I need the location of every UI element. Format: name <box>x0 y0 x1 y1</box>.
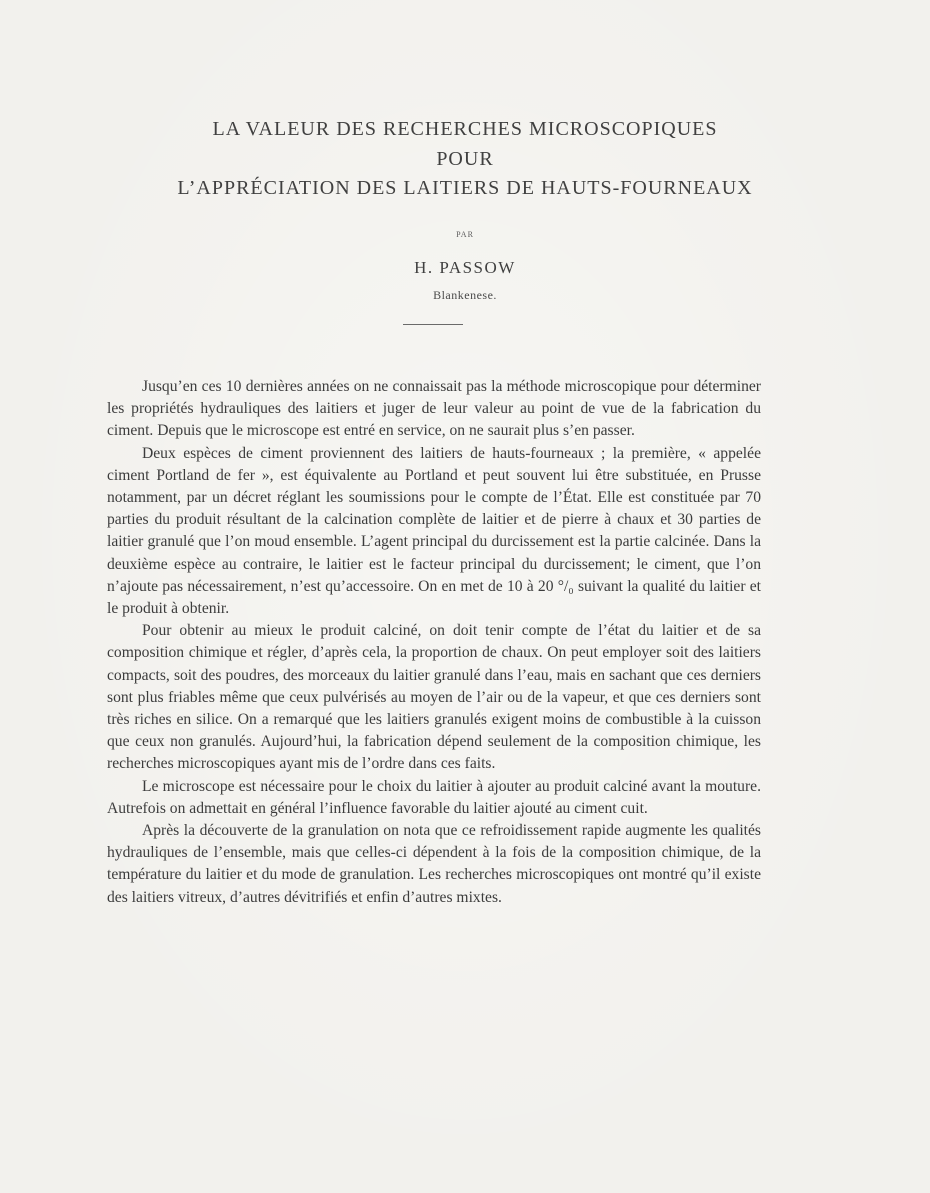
separator-rule <box>403 324 463 325</box>
paragraph-5: Après la découverte de la granulation on nota que ce refroidissement rapide augmente les qualités hydrauliques de l’ensemble, mais que celles-ci dépendent à la fois de la composition chimique, de la température du laitier et du mode de granulation. Les recherches microscopiques ont montré qu’il existe des laitiers vitreux, d’autres dévitrifiés et enfin d’autres mixtes. <box>107 822 761 906</box>
paragraph-4: Le microscope est nécessaire pour le choix du laitier à ajouter au produit calciné avant la mouture. Autrefois on admettait en général l’influence favorable du laitier ajouté au ciment cuit. <box>107 777 761 817</box>
paragraph-1: Jusqu’en ces 10 dernières années on ne connaissait pas la méthode microscopique pour déterminer les propriétés hydrauliques des laitiers et juger de leur valeur au point de vue de la fabrication du ciment. Depuis que le microscope est entré en service, on ne saurait plus s’en passer. <box>107 378 761 440</box>
byline-par: PAR <box>456 230 474 239</box>
title-line-1: LA VALEUR DES RECHERCHES MICROSCOPIQUES <box>212 118 718 140</box>
article-body <box>107 376 761 909</box>
author-name: H. PASSOW <box>414 258 516 277</box>
paragraph-2: Deux espèces de ciment proviennent des laitiers de hauts-fourneaux ; la première, « appelée ciment Portland de fer », est équivalente au Portland et peut souvent lui être substituée, en Prusse notamment, par un décret réglant les soumissions pour le compte de l’État. Elle est constituée par 70 parties du produit résultant de la calcination complète de laitier et de pierre à chaux et 30 parties de laitier granulé que l’on moud ensemble. L’agent principal du durcissement est la partie calcinée. Dans la deuxième espèce au contraire, le laitier est le facteur principal du durcissement; le ciment, que l’on n’ajoute pas nécessairement, n’est qu’accessoire. On en met de 10 à 20 °/₀ suivant la qualité du laitier et le produit à obtenir. <box>107 444 761 618</box>
paragraph-3: Pour obtenir au mieux le produit calciné, on doit tenir compte de l’état du laitier et de sa composition chimique et régler, d’après cela, la proportion de chaux. On peut employer soit des laitiers compacts, soit des poudres, des morceaux du laitier granulé dans l’eau, mais en sachant que ces derniers sont plus friables même que ceux pulvérisés au moyen de l’air ou de la vapeur, et que ces derniers sont très riches en silice. On a remarqué que les laitiers granulés exigent moins de combustible à la cuisson que ceux non granulés. Aujourd’hui, la fabrication dépend seulement de la composition chimique, les recherches microscopiques ayant mis de l’ordre dans ces faits. <box>107 622 761 773</box>
author-affiliation: Blankenese. <box>433 288 497 302</box>
title-line-3: L’APPRÉCIATION DES LAITIERS DE HAUTS-FOURNEAUX <box>177 177 753 199</box>
title-line-2: POUR <box>436 148 494 170</box>
